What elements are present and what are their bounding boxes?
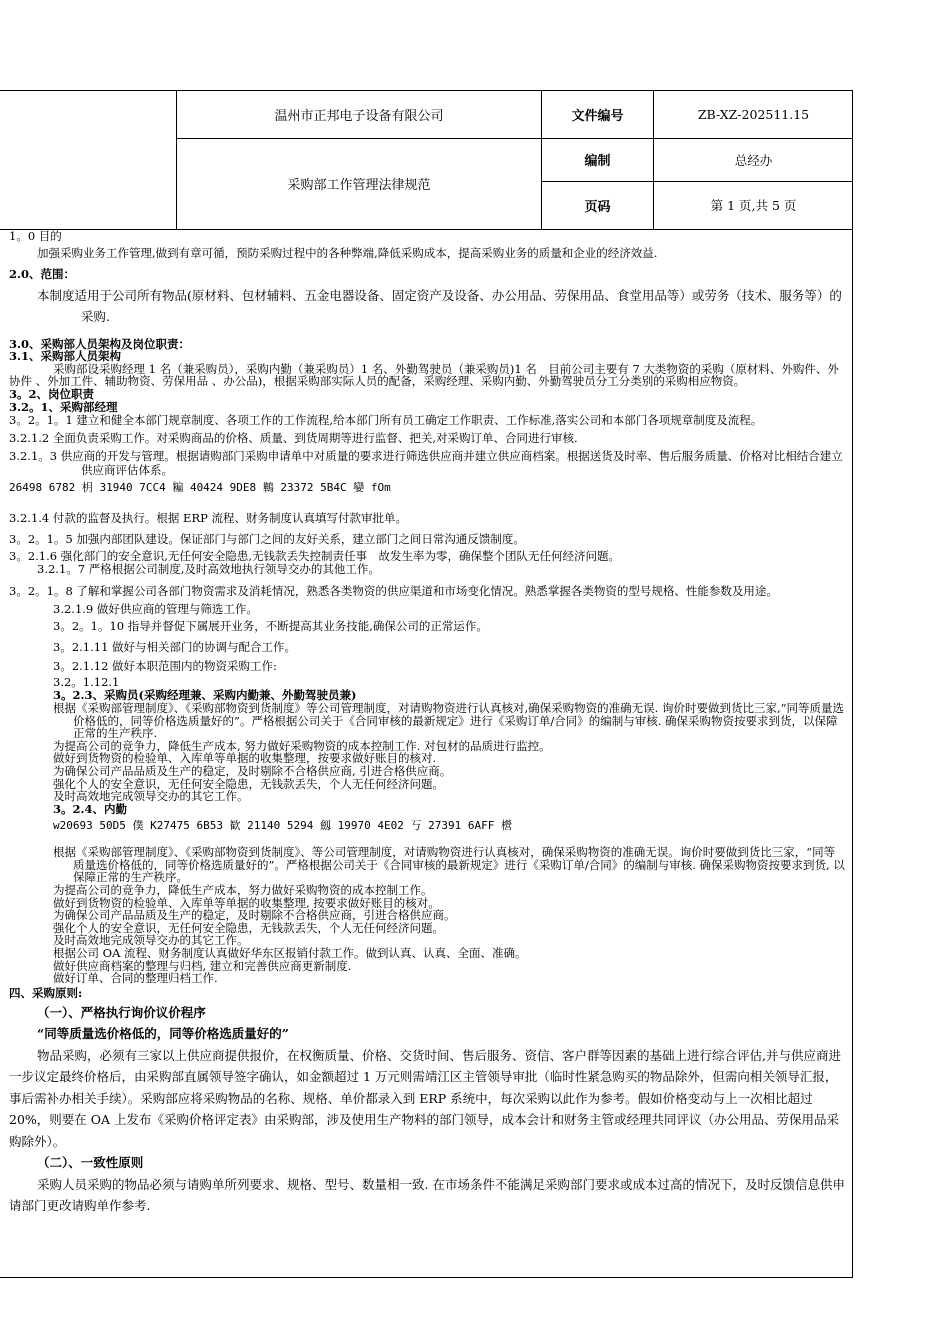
editor-value: 总经办: [654, 138, 854, 181]
section-heading: 3.0、采购部人员架构及岗位职责：: [9, 336, 191, 351]
document-header-table: [0, 91, 853, 230]
section-heading: 2.0、范围：: [9, 266, 76, 281]
paragraph: 根据《采购部管理制度》、《采购部物资到货制度》、等公司管理制度，对请购物资进行认真核对，确保采购物资的准确无误。询价时要做到货比三家，“同等质量选价格低的，同等价格选质量好的”。严格根据公司关于《合同审核的最新规定》进行《采购订单/合同》的编制与审核. 确保采购物资按要求到货, 以保障正常的生产秩序。: [53, 845, 845, 885]
doc-no-value: ZB-XZ-202511.15: [654, 91, 854, 138]
page-label: 页码: [542, 181, 654, 229]
list-item: 及时高效地完成领导交办的其它工作。: [53, 933, 249, 948]
paragraph: 采购人员采购的物品必须与请购单所列要求、规格、型号、数量相一致. 在市场条件不能满足采购部门要求或成本过高的情况下，及时反馈信息供申请部门更改请购单作参考.: [9, 1176, 845, 1214]
paragraph: 3.2.1。7 严格根据公司制度,及时高效地执行领导交办的其他工作。: [37, 561, 380, 576]
page-value: 第 1 页,共 5 页: [654, 181, 854, 229]
paragraph: 3。2.1.11 做好与相关部门的协调与配合工作。: [53, 640, 297, 655]
list-item: 为提高公司的竞争力，降低生产成本，努力做好采购物资的成本控制工作。: [53, 883, 433, 898]
logo-cell: [0, 91, 177, 229]
subsection-heading: 3。2.4、内勤: [53, 801, 128, 816]
paragraph: 根据《采购部管理制度》、《采购部物资到货制度》等公司管理制度，对请购物资进行认真核对,确保采购物资的准确无误. 询价时要做到货比三家,“同等质量选价格低的，同等价格选质量好的”。严格根据公司关于《合同审核的最新规定》进行《采购订单/合同》的编制与审核. 确保采购物资按要求到货，以保障正常的生产秩序.: [53, 700, 844, 741]
list-item: 强化个人的安全意识，无任何安全隐患，无钱款丢失，个人无任何经济问题。: [53, 920, 444, 935]
list-item: 强化个人的安全意识，无任何安全隐患，无钱款丢失，个人无任何经济问题。: [53, 776, 444, 791]
paragraph: 3。2。1。1 建立和健全本部门规章制度、各项工作的工作流程,给本部门所有员工确定工作职责、工作标准,落实公司和本部门各项规章制度及流程。: [9, 413, 763, 428]
paragraph: 3.2。1.12.1: [53, 675, 120, 690]
subsection-heading: “同等质量选价格低的，同等价格选质量好的”: [37, 1026, 289, 1042]
subsection-heading: （二）、一致性原则: [37, 1155, 144, 1171]
doc-no-label: 文件编号: [542, 91, 654, 138]
document-title: 采购部工作管理法律规范: [177, 138, 542, 229]
paragraph: 3.2.1.2 全面负责采购工作。对采购商品的价格、质量、到货周期等进行监督、把关,对采购订单、合同进行审核.: [9, 431, 578, 446]
encoded-text-line: w20693 50D5 僕 K27475 6B53 歓 21140 5294 劔 19970 4E02 丂 27391 6AFF 櫿: [53, 819, 512, 833]
paragraph: 3。2.1.12 做好本职范围内的物资采购工作:: [53, 659, 277, 674]
subsection-heading: 3。2、岗位职责: [9, 386, 95, 401]
paragraph: 3。2。1。8 了解和掌握公司各部门物资需求及消耗情况，熟悉各类物资的供应渠道和市场变化情况。熟悉掌握各类物资的型号规格、性能参数及用途。: [9, 584, 778, 599]
list-item: 根据公司 OA 流程、财务制度认真做好华东区报销付款工作。做到认真、认真、全面、准确。: [53, 946, 527, 961]
paragraph: 3。2.1.6 强化部门的安全意识,无任何安全隐患,无钱款丢失控制责任事 故发生率为零，确保整个团队无任何经济问题。: [9, 549, 621, 564]
list-item: 为确保公司产品品质及生产的稳定，及时剔除不合格供应商，引进合格供应商。: [53, 908, 456, 923]
paragraph: 3。2。1。10 指导并督促下属展开业务，不断提高其业务技能,确保公司的正常运作。: [53, 619, 488, 634]
list-item: 为提高公司的竞争力，降低生产成本, 努力做好采购物资的成本控制工作. 对包材的品质进行监控。: [53, 738, 551, 753]
paragraph: 3。2。1。5 加强内部团队建设。保证部门与部门之间的友好关系，建立部门之间日常沟通反馈制度。: [9, 532, 525, 547]
list-item: 及时高效地完成领导交办的其它工作。: [53, 789, 249, 804]
list-item: 做好供应商档案的整理与归档, 建立和完善供应商更新制度.: [53, 958, 352, 973]
document-sheet: [0, 90, 853, 1278]
paragraph: 3.2.1.4 付款的监督及执行。根据 ERP 流程、财务制度认真填写付款审批单。: [9, 511, 407, 526]
document-body: [0, 230, 853, 1278]
paragraph: 3.2.1。3 供应商的开发与管理。根据请购部门采购申请单中对质量的要求进行筛选供应商并建立供应商档案。根据送货及时率、售后服务质量、价格对比相结合建立供应商评估体系。: [9, 449, 843, 478]
paragraph: 采购部设采购经理 1 名（兼采购员），采购内勤（兼采购员）1 名、外勤驾驶员（兼采购员)1 名 目前公司主要有 7 大类物资的采购（原材料、外购件、外协件 、外加工件、辅助物资、劳保用品 、办公品)，根据采购部实际人员的配备，采购经理、采购内勤、外勤驾驶员分工分类别的采购相应物资。: [9, 361, 839, 389]
list-item: 做好订单、合同的整理归档工作.: [53, 971, 218, 986]
editor-label: 编制: [542, 138, 654, 181]
section-heading: 四、采购原则:: [9, 985, 83, 1000]
spacer: [9, 498, 845, 508]
paragraph: 3.2.1.9 做好供应商的管理与筛选工作。: [53, 602, 258, 617]
subsection-heading: 3.1、采购部人员架构: [9, 349, 122, 364]
paragraph: 物品采购，必须有三家以上供应商提供报价，在权衡质量、价格、交货时间、售后服务、资信、客户群等因素的基础上进行综合评估,并与供应商进一步议定最终价格后，由采购部直属领导签字确认，如金额超过 1 万元则需靖江区主管领导审批（临时性紧急购买的物品除外，但需向相关领导汇报，事后需补办相关手续）。采购部应将采购物品的名称、规格、单价都录入到 ERP 系统中，每次采购以此作为参考。假如价格变动与上一次相比超过 20%，则要在 OA 上发布《采购价格评定表》由采购部，涉及使用生产物料的部门领导，成本会计和财务主管或经理共同评议（办公用品、劳保用品采购除外）。: [9, 1047, 841, 1149]
section-heading: 1。0 目的: [9, 230, 62, 243]
paragraph: 本制度适用于公司所有物品(原材料、包材辅料、五金电器设备、固定资产及设备、办公用品、劳保用品、食堂用品等）或劳务（技术、服务等）的采购.: [37, 287, 842, 325]
list-item: 为确保公司产品品质及生产的稳定，及时剔除不合格供应商, 引进合格供应商。: [53, 763, 452, 778]
paragraph: 加强采购业务工作管理,做到有章可循，预防采购过程中的各种弊端,降低采购成本，提高采购业务的质量和企业的经济效益.: [37, 245, 658, 260]
list-item: 做好到货物资的检验单、入库单等单据的收集整理，按要求做好账目的核对.: [53, 751, 437, 766]
subsection-heading: 3。2.3、采购员(采购经理兼、采购内勤兼、外勤驾驶员兼): [53, 688, 357, 703]
subsection-heading: 3.2。1、采购部经理: [9, 399, 118, 414]
company-name: 温州市正邦电子设备有限公司: [177, 91, 542, 138]
subsection-heading: （一）、严格执行询价议价程序: [37, 1004, 206, 1020]
encoded-text-line: 26498 6782 枂 31940 7CC4 糄 40424 9DE8 鷨 23372 5B4C 孌 fOm: [9, 481, 391, 495]
list-item: 做好到货物资的检验单、入库单等单据的收集整理, 按要求做好账目的核对。: [53, 895, 440, 910]
